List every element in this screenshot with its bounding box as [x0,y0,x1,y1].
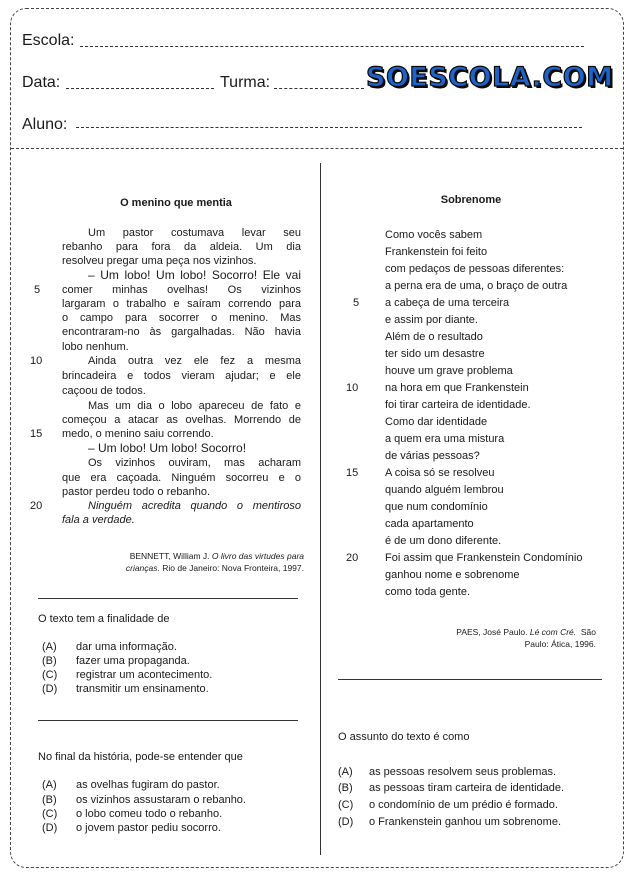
left-line-13: Mas um dia o lobo apareceu de fato e [88,400,301,412]
q1-option-d[interactable]: transmitir um ensinamento. [76,683,209,695]
left-line-11: brincadeira e todos vieram ajudar; e ele [62,370,301,382]
right-citation-line-1 [380,626,596,638]
left-line-21: fala a verdade. [62,514,135,526]
column-divider [320,163,321,855]
q2-option-b[interactable]: os vizinhos assustaram o rebanho. [76,794,246,806]
q1-separator [38,598,298,599]
left-line-1: Um pastor costumava levar seu [88,227,301,239]
right-line-5: a cabeça de uma terceira [385,297,510,309]
right-line-12: Como dar identidade [385,416,488,428]
right-citation-author: PAES, José Paulo. [456,627,528,637]
q1-option-d-letter[interactable]: (D) [42,683,58,695]
left-text-title: O menino que mentia [120,197,232,209]
right-line-9: houve um grave problema [385,365,513,377]
aluno-field[interactable] [76,127,582,128]
left-line-3: resolveu pregar uma peça nos vizinhos. [62,255,257,267]
right-line-number-5: 5 [353,297,360,309]
right-line-16: quando alguém lembrou [385,484,504,496]
right-line-number-15: 15 [346,467,359,479]
left-line-14: começou a atacar as ovelhas. Morrendo de [62,414,301,426]
right-line-1: Como vocês sabem [385,229,483,241]
escola-label: Escola: [22,32,75,49]
right-line-17: que num condomínio [385,501,488,513]
q1-option-a[interactable]: dar uma informação. [76,641,177,653]
left-line-6: largaram o trabalho e saíram correndo para [62,298,301,310]
q1-option-b[interactable]: fazer uma propaganda. [76,655,190,667]
q1-option-b-letter[interactable]: (B) [42,655,57,667]
q3-stem: O assunto do texto é como [338,731,470,743]
data-label: Data: [22,74,61,91]
turma-label: Turma: [220,74,271,91]
right-line-10: na hora em que Frankenstein [385,382,529,394]
right-line-2: Frankenstein foi feito [385,246,488,258]
left-citation-publisher: Rio de Janeiro: Nova Fronteira, 1997. [162,563,304,573]
q3-option-c[interactable]: o condomínio de um prédio é formado. [369,799,558,811]
q2-option-a[interactable]: as ovelhas fugiram do pastor. [76,779,220,791]
q2-option-d[interactable]: o jovem pastor pediu socorro. [76,822,221,834]
q1-option-c[interactable]: registrar um acontecimento. [76,669,213,681]
right-line-8: ter sido um desastre [385,348,485,360]
right-line-7: Além de o resultado [385,331,483,343]
left-line-7: o campo para socorrer o menino. Mas [62,312,301,324]
right-citation [380,626,596,650]
q1-stem: O texto tem a finalidade de [38,613,170,625]
q2-separator [38,720,298,721]
right-line-6: e assim por diante. [385,314,478,326]
left-line-9: lobo nenhum. [62,341,129,353]
left-line-10: Ainda outra vez ele fez a mesma [88,355,301,367]
left-line-20: Ninguém acredita quando o mentiroso [88,500,301,512]
escola-field[interactable] [80,46,584,47]
data-field[interactable] [66,88,214,89]
right-citation-publisher: Paulo: Ática, 1996. [524,639,596,649]
left-line-8: encontraram-no às gargalhadas. Não havia [62,326,301,338]
left-line-16: – Um lobo! Um lobo! Socorro! [88,441,247,455]
q3-separator [338,679,602,680]
q3-option-b[interactable]: as pessoas tiram carteira de identidade. [369,782,565,794]
right-line-21: ganhou nome e sobrenome [385,569,520,581]
q2-option-c[interactable]: o lobo comeu todo o rebanho. [76,808,223,820]
right-line-19: é de um dono diferente. [385,535,502,547]
q3-option-d-letter[interactable]: (D) [338,816,354,828]
right-line-4: a perna era de uma, o braço de outra [385,280,568,292]
q3-option-a-letter[interactable]: (A) [338,766,353,778]
left-line-17: Os vizinhos ouviram, mas acharam [88,457,301,469]
left-line-19: pastor perdeu todo o rebanho. [62,486,211,498]
q2-option-c-letter[interactable]: (C) [42,808,58,820]
left-line-15: medo, o menino saiu correndo. [62,428,214,440]
right-line-14: de várias pessoas? [385,450,480,462]
q2-option-b-letter[interactable]: (B) [42,794,57,806]
header-separator [11,148,623,149]
q3-option-d[interactable]: o Frankenstein ganhou um sobrenome. [369,816,562,828]
right-line-number-10: 10 [346,382,359,394]
right-line-11: foi tirar carteira de identidade. [385,399,531,411]
q1-option-a-letter[interactable]: (A) [42,641,57,653]
right-citation-work: Lé com Cré. [529,627,577,637]
left-citation [94,550,304,574]
right-line-3: com pedaços de pessoas diferentes: [385,263,565,275]
soescola-logo: SOESCOLA.COM [366,62,614,93]
left-line-4: – Um lobo! Um lobo! Socorro! Ele vai [88,268,301,282]
left-citation-author: BENNETT, William J. [129,551,210,561]
left-line-12: caçoou de todos. [62,385,146,397]
right-line-number-20: 20 [346,552,359,564]
right-citation-city: São [580,627,596,637]
left-line-number-20: 20 [30,500,43,512]
left-line-2: rebanho para fora da aldeia. Um dia [62,241,301,253]
right-line-22: como toda gente. [385,586,471,598]
q1-option-c-letter[interactable]: (C) [42,669,58,681]
q2-stem: No final da história, pode-se entender que [38,751,243,763]
q3-option-a[interactable]: as pessoas resolvem seus problemas. [369,766,557,778]
aluno-label: Aluno: [22,116,68,133]
left-line-number-15: 15 [30,428,43,440]
right-line-18: cada apartamento [385,518,474,530]
right-line-20: Foi assim que Frankenstein Condomínio [385,552,583,564]
left-citation-work: O livro das virtudes para crianças. [125,551,304,573]
left-line-18: que era caçoada. Ninguém socorreu e o [62,472,301,484]
q2-option-a-letter[interactable]: (A) [42,779,57,791]
left-line-5: comer minhas ovelhas! Os vizinhos [62,284,301,296]
left-line-number-10: 10 [30,355,43,367]
right-text-title: Sobrenome [440,194,502,206]
right-line-13: a quem era uma mistura [385,433,505,445]
left-line-number-5: 5 [34,284,41,296]
turma-field[interactable] [274,88,364,89]
q2-option-d-letter[interactable]: (D) [42,822,58,834]
q3-option-b-letter[interactable]: (B) [338,782,353,794]
q3-option-c-letter[interactable]: (C) [338,799,354,811]
right-line-15: A coisa só se resolveu [385,467,495,479]
